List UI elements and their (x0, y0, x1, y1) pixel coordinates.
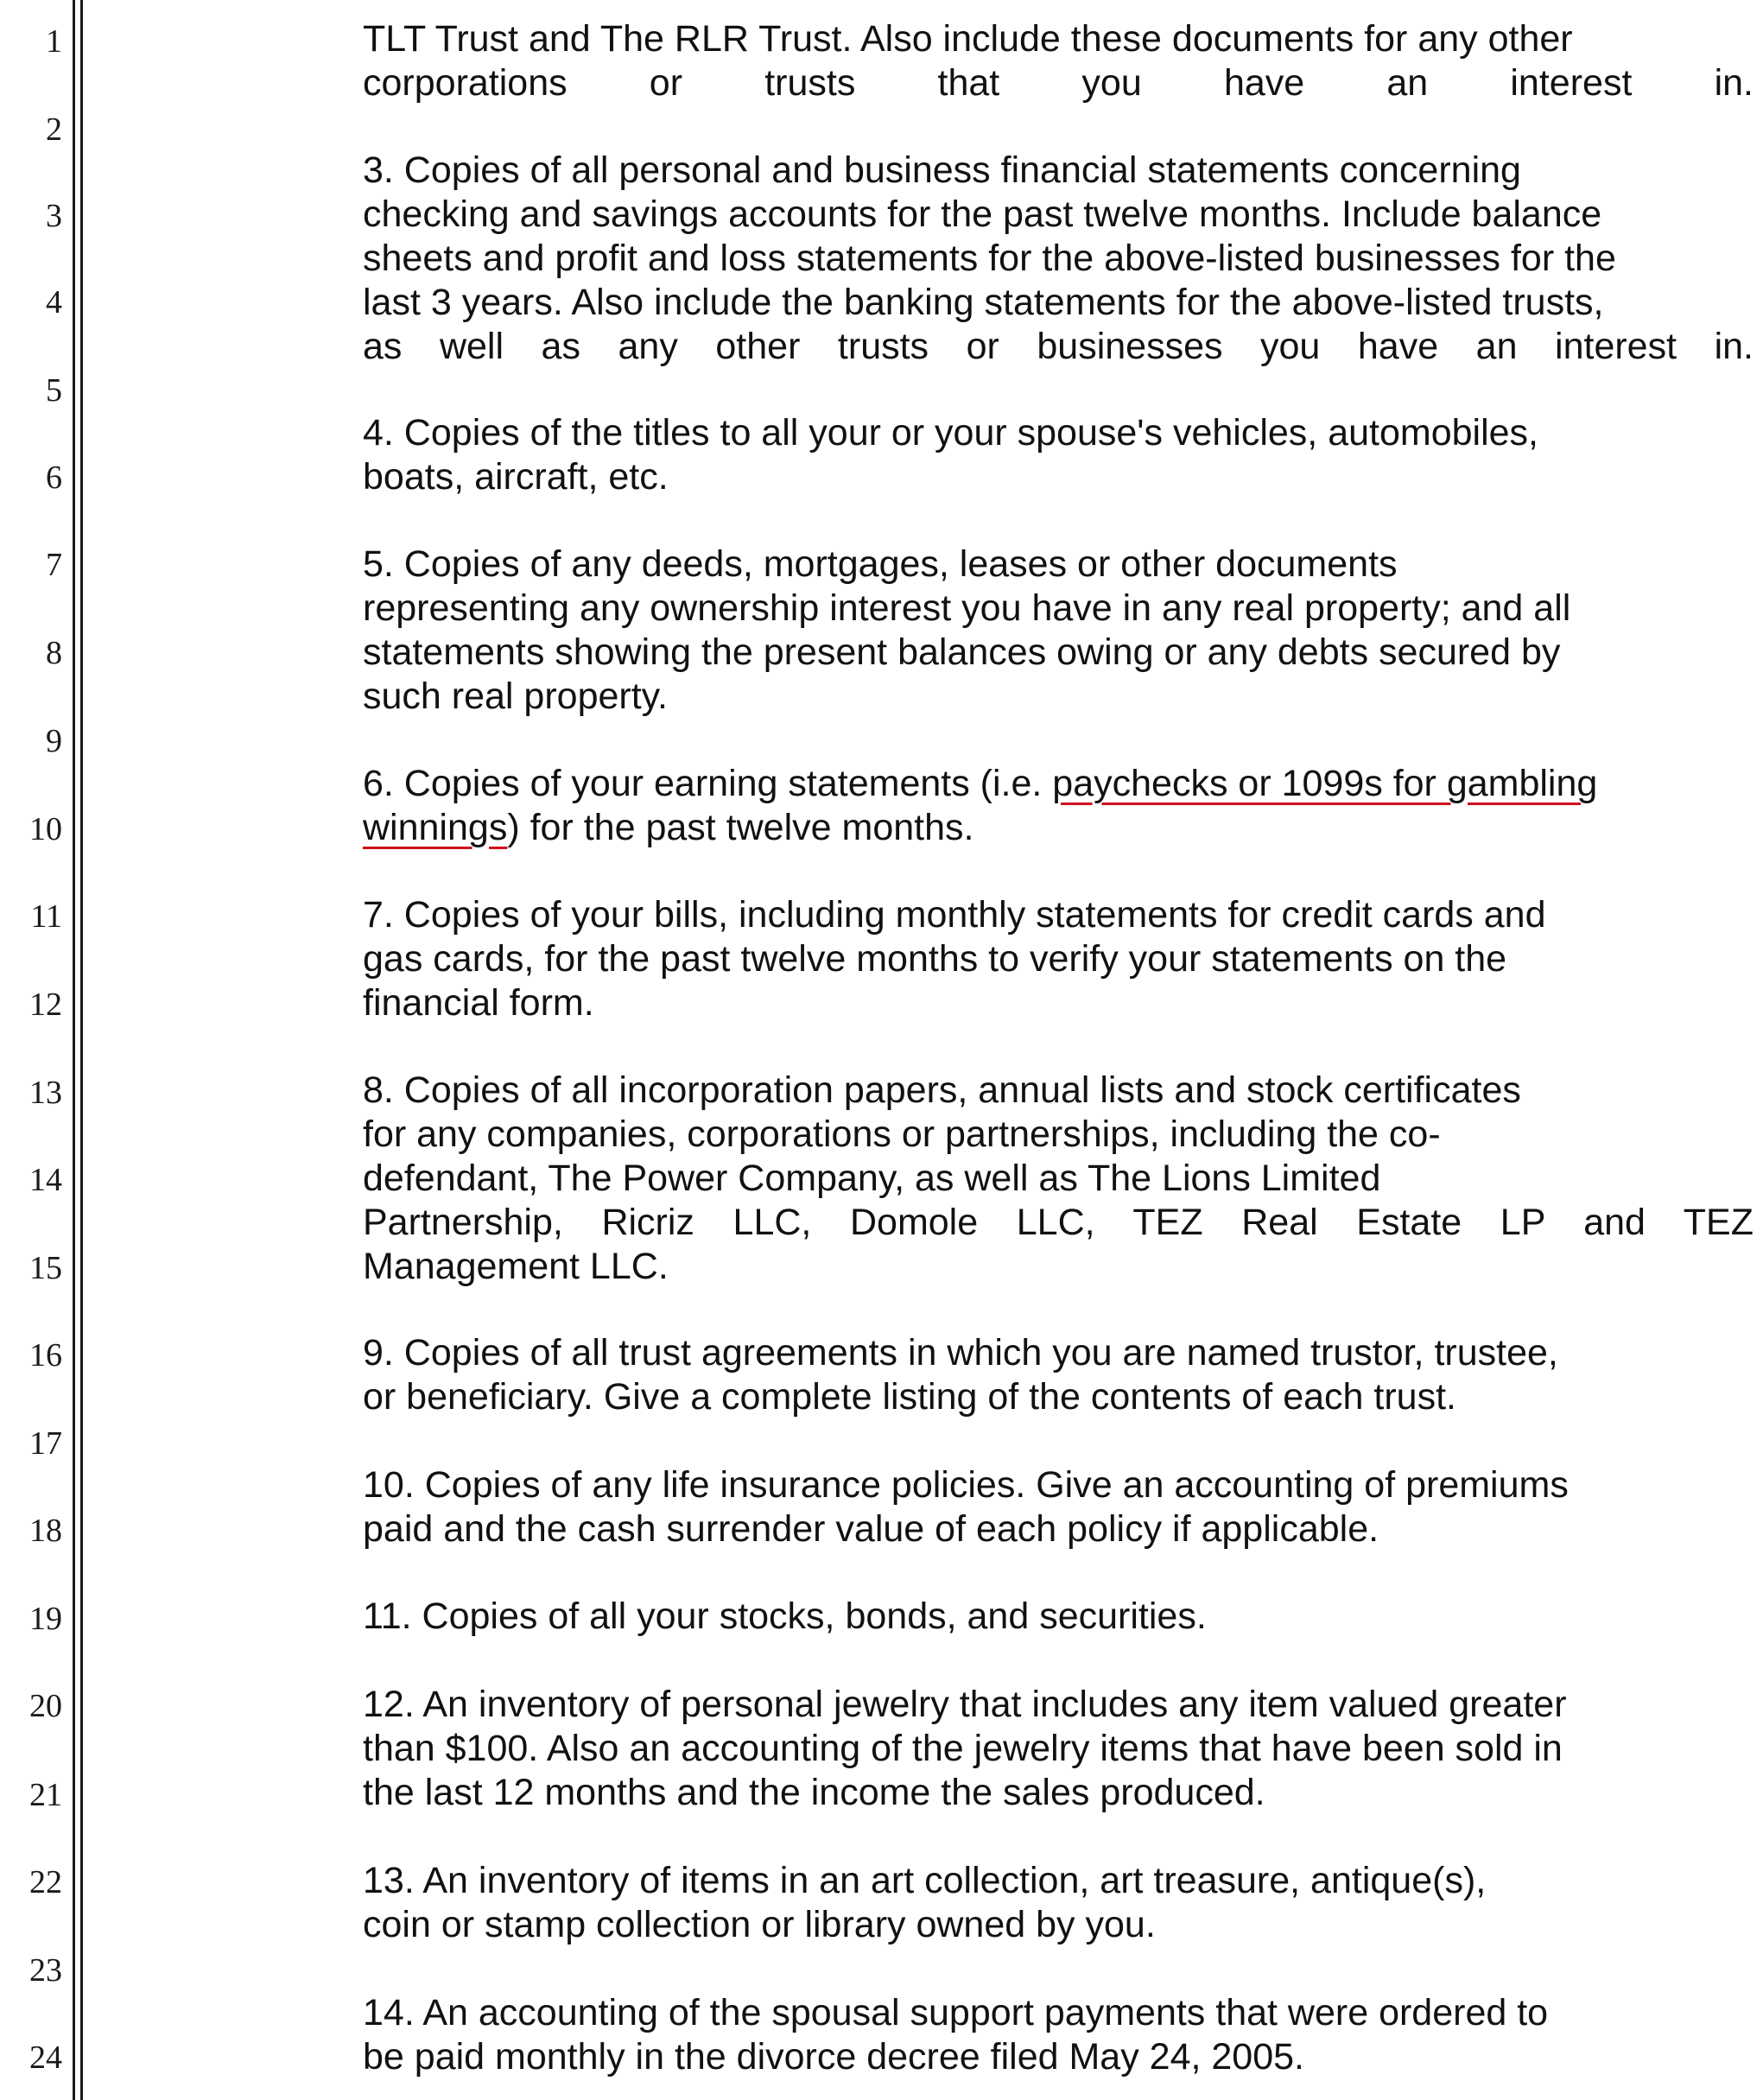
line-number: 23 (29, 1952, 62, 1989)
paragraph-item-5 (363, 542, 1753, 719)
text-line: sheets and profit and loss statements for the above-listed businesses for the (363, 238, 1616, 279)
line-number: 21 (29, 1777, 62, 1813)
line-number: 3 (46, 198, 62, 234)
line-number: 13 (29, 1075, 62, 1111)
text-line: 4. Copies of the titles to all your or your spouse's vehicles, automobiles, (363, 412, 1539, 454)
text-line: checking and savings accounts for the past twelve months. Include balance (363, 194, 1602, 235)
paragraph-item-12 (363, 1683, 1753, 1815)
line-number: 18 (29, 1513, 62, 1549)
line-number: 14 (29, 1162, 62, 1198)
margin-rule (80, 0, 83, 2100)
line-number: 24 (29, 2040, 62, 2076)
text-line: financial form. (363, 982, 594, 1024)
text-line: coin or stamp collection or library owned by you. (363, 1904, 1156, 1945)
paragraph-item-8 (363, 1069, 1753, 1289)
paragraph-item-14 (363, 1991, 1753, 2079)
line-number: 11 (30, 898, 62, 935)
text-line: be paid monthly in the divorce decree filed May 24, 2005. (363, 2036, 1304, 2078)
line-number: 1 (46, 23, 62, 60)
text-line: corporations or trusts that you have an interest in. (363, 62, 1753, 104)
text-line: 13. An inventory of items in an art collection, art treasure, antique(s), (363, 1860, 1487, 1901)
paragraph-item-7 (363, 893, 1753, 1025)
text-line: defendant, The Power Company, as well as The Lions Limited (363, 1158, 1381, 1199)
text-line: gas cards, for the past twelve months to verify your statements on the (363, 938, 1507, 980)
text-segment: 6. Copies of your earning statements (i.e. (363, 763, 1053, 804)
text-line: the last 12 months and the income the sales produced. (363, 1772, 1265, 1813)
text-line: as well as any other trusts or businesses you have an interest in. (363, 326, 1753, 367)
line-number: 15 (29, 1250, 62, 1286)
paragraph-item-10 (363, 1463, 1753, 1551)
line-number: 10 (29, 811, 62, 847)
text-line: 5. Copies of any deeds, mortgages, leases or other documents (363, 543, 1398, 585)
text-line: paid and the cash surrender value of each policy if applicable. (363, 1508, 1379, 1550)
text-line: 3. Copies of all personal and business financial statements concerning (363, 149, 1521, 191)
line-number: 6 (46, 460, 62, 496)
paragraph-item-3 (363, 149, 1753, 369)
text-line: 12. An inventory of personal jewelry that includes any item valued greater (363, 1684, 1567, 1725)
text-line: 7. Copies of your bills, including monthly statements for credit cards and (363, 894, 1546, 936)
line-number: 4 (46, 284, 62, 320)
line-number: 12 (29, 987, 62, 1023)
text-line (363, 762, 1753, 806)
text-line: last 3 years. Also include the banking statements for the above-listed trusts, (363, 282, 1604, 323)
line-number-column (0, 0, 69, 2100)
text-segment: ) for the past twelve months. (507, 807, 974, 848)
text-line: 14. An accounting of the spousal support payments that were ordered to (363, 1992, 1549, 2033)
line-number: 20 (29, 1688, 62, 1724)
text-line: 10. Copies of any life insurance policies. Give an accounting of premiums (363, 1464, 1569, 1506)
paragraph-continuation (363, 17, 1753, 105)
text-line: 8. Copies of all incorporation papers, annual lists and stock certificates (363, 1069, 1521, 1111)
paragraph-item-9 (363, 1331, 1753, 1419)
text-line: 11. Copies of all your stocks, bonds, and securities. (363, 1596, 1207, 1637)
text-line: Partnership, Ricriz LLC, Domole LLC, TEZ Real Estate LP and TEZ (363, 1202, 1753, 1243)
text-line: boats, aircraft, etc. (363, 456, 669, 498)
text-line (363, 806, 1753, 850)
text-line: TLT Trust and The RLR Trust. Also include these documents for any other (363, 18, 1573, 60)
red-underlined-text: winnings (363, 807, 508, 848)
text-line: than $100. Also an accounting of the jewelry items that have been sold in (363, 1728, 1563, 1769)
document-body (363, 0, 1753, 2100)
line-number: 16 (29, 1337, 62, 1374)
line-number: 17 (29, 1425, 62, 1462)
text-line: Management LLC. (363, 1246, 669, 1287)
text-line: such real property. (363, 676, 668, 717)
line-number: 7 (46, 547, 62, 583)
text-line: for any companies, corporations or partnerships, including the co- (363, 1113, 1441, 1155)
line-number: 22 (29, 1864, 62, 1900)
paragraph-item-11 (363, 1595, 1753, 1639)
text-line: statements showing the present balances owing or any debts secured by (363, 631, 1561, 673)
line-number: 9 (46, 723, 62, 759)
line-number: 8 (46, 635, 62, 671)
line-number: 5 (46, 372, 62, 409)
line-number: 2 (46, 111, 62, 148)
text-line: representing any ownership interest you have in any real property; and all (363, 587, 1571, 629)
paragraph-item-6 (363, 762, 1753, 850)
red-underlined-text: paychecks or 1099s for gambling (1052, 763, 1598, 804)
paragraph-item-4 (363, 411, 1753, 499)
text-line: 9. Copies of all trust agreements in which you are named trustor, trustee, (363, 1332, 1558, 1374)
paragraph-item-13 (363, 1859, 1753, 1947)
text-line: or beneficiary. Give a complete listing of the contents of each trust. (363, 1376, 1456, 1418)
line-number: 19 (29, 1601, 62, 1637)
margin-rule (73, 0, 75, 2100)
